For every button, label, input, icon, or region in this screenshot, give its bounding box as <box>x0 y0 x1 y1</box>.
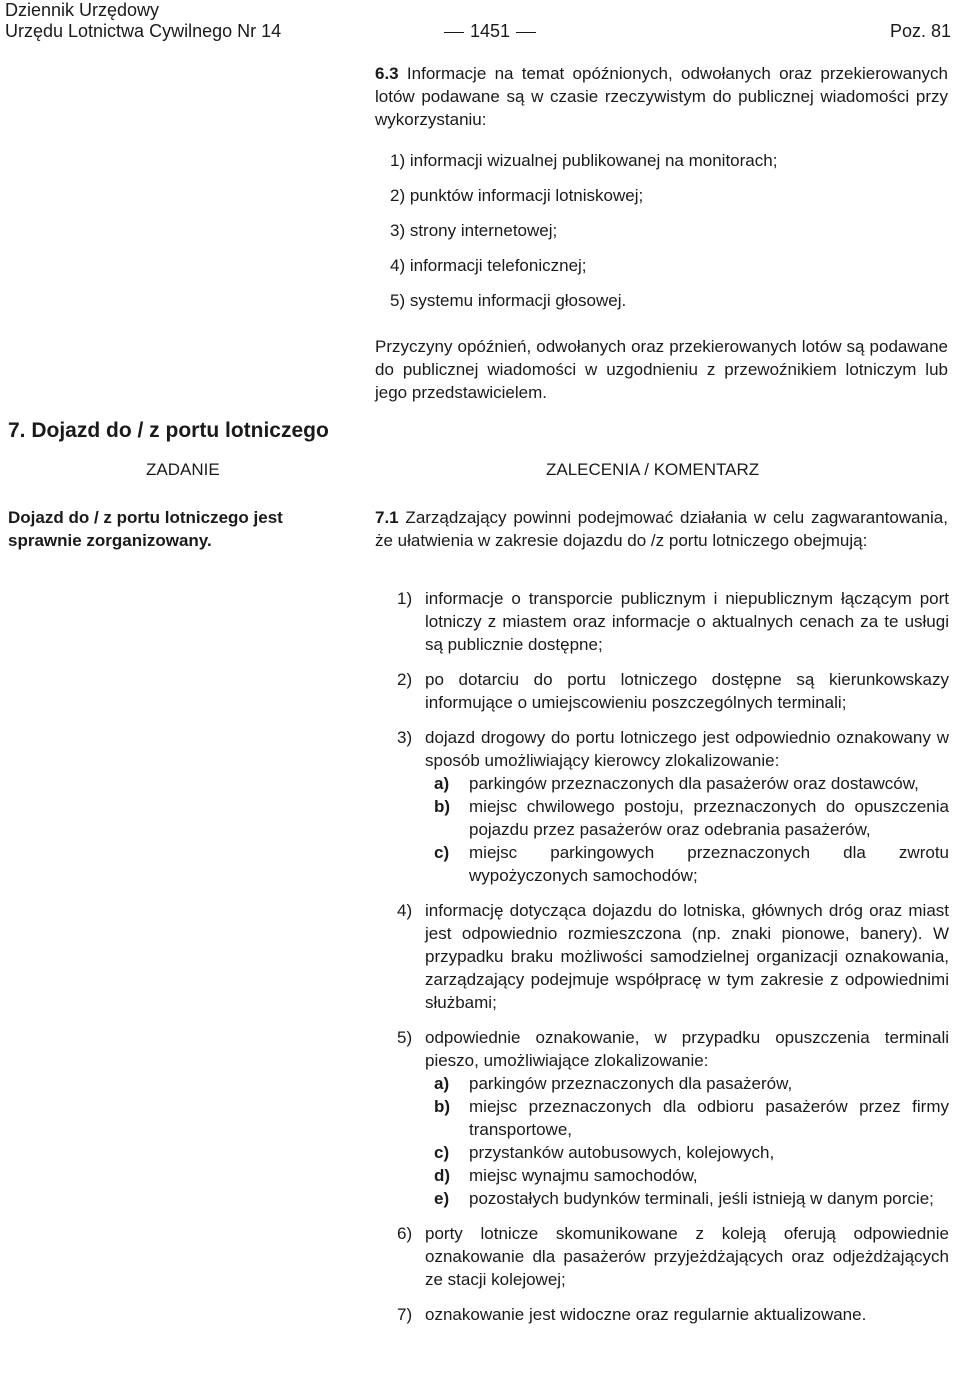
list-item-number: 2) <box>397 670 413 689</box>
list-item-number: 1) <box>397 589 413 608</box>
paragraph-6-3-text: Informacje na temat opóźnionych, odwołanych oraz przekierowanych lotów podawane są w czasie rzeczywistym do publicznej wiadomości przy wykorzystaniu: <box>375 64 948 129</box>
sub-item <box>434 1164 949 1187</box>
list-item: 5) systemu informacji głosowej. <box>390 291 627 310</box>
access-requirements-list <box>397 587 949 1326</box>
journal-title-line1: Dziennik Urzędowy <box>5 0 160 20</box>
sub-item <box>434 1187 949 1210</box>
recommendations-heading: ZALECENIA / KOMENTARZ <box>546 460 760 479</box>
sub-item-text: pozostałych budynków terminali, jeśli istnieją w danym porcie; <box>469 1189 934 1208</box>
position-label: Poz. 81 <box>889 21 951 41</box>
sub-item-letter: a) <box>434 774 450 793</box>
list-item-text: informację dotycząca dojazdu do lotniska, głównych dróg oraz miast jest odpowiednio rozmieszczona (np. znaki pionowe, banery). W przypadku braku możliwości samodzielnej organizacji oznakowania, zarządzający podejmuje współpracę w tym zakresie z odpowiednimi służbami; <box>425 901 949 1012</box>
list-item-text: oznakowanie jest widoczne oraz regularnie aktualizowane. <box>425 1305 867 1324</box>
sub-item <box>434 1072 949 1095</box>
list-item <box>397 587 949 656</box>
sub-item <box>434 1095 949 1141</box>
journal-title <box>5 0 281 42</box>
list-item-text: porty lotnicze skomunikowane z koleją oferują odpowiednie oznakowanie dla pasażerów przyjeżdżających oraz odjeżdżających ze stacji kolejowej; <box>425 1224 949 1289</box>
list-item: 3) strony internetowej; <box>390 221 558 240</box>
sub-item-letter: d) <box>434 1166 451 1185</box>
sub-item-text: przystanków autobusowych, kolejowych, <box>469 1143 775 1162</box>
sub-item <box>434 795 949 841</box>
list-item <box>397 1026 949 1072</box>
list-item-number: 4) <box>397 901 413 920</box>
list-item-number: 3) <box>397 728 413 747</box>
sub-item <box>434 841 949 887</box>
list-item: 1) informacji wizualnej publikowanej na monitorach; <box>390 151 778 170</box>
section-title: 7. Dojazd do / z portu lotniczego <box>8 419 329 442</box>
sub-item-letter: b) <box>434 1097 451 1116</box>
list-item <box>397 668 949 714</box>
page-header <box>5 0 955 46</box>
paragraph-7-1-text: Zarządzający powinni podejmować działania w celu zagwarantowania, że ułatwienia w zakresie dojazdu do /z portu lotniczego obejmują: <box>375 508 948 550</box>
sub-item-text: miejsc przeznaczonych dla odbioru pasażerów przez firmy transportowe, <box>469 1097 949 1139</box>
sub-item-letter: c) <box>434 843 450 862</box>
list-item-number: 5) <box>397 1028 413 1047</box>
sub-item-text: parkingów przeznaczonych dla pasażerów, <box>469 1074 793 1093</box>
list-item-text: informacje o transporcie publicznym i niepublicznym łączącym port lotniczy z miastem oraz informacje o aktualnych cenach za te usługi są publicznie dostępne; <box>425 589 949 654</box>
info-channels-list <box>390 149 950 324</box>
sub-item-letter: b) <box>434 797 451 816</box>
paragraph-7-1-number: 7.1 <box>375 508 399 527</box>
task-heading: ZADANIE <box>146 460 220 479</box>
list-item-text: po dotarciu do portu lotniczego dostępne są kierunkowskazy informujące o umiejscowieniu poszczególnych terminali; <box>425 670 949 712</box>
list-item <box>397 899 949 1014</box>
page-number <box>438 21 542 42</box>
list-item: 2) punktów informacji lotniskowej; <box>390 186 644 205</box>
sub-item <box>434 772 949 795</box>
page-number-value: 1451 <box>470 21 511 41</box>
paragraph-6-3 <box>375 62 948 131</box>
journal-title-line2: Urzędu Lotnictwa Cywilnego Nr 14 <box>5 21 282 41</box>
list-item-text: dojazd drogowy do portu lotniczego jest odpowiednio oznakowany w sposób umożliwiający kierowcy zlokalizowanie: <box>425 728 949 770</box>
list-item-number: 6) <box>397 1224 413 1243</box>
sub-item-text: miejsc parkingowych przeznaczonych dla zwrotu wypożyczonych samochodów; <box>469 843 949 885</box>
list-item: 4) informacji telefonicznej; <box>390 256 587 275</box>
list-item <box>397 726 949 772</box>
sub-item-letter: c) <box>434 1143 450 1162</box>
paragraph-6-3-number: 6.3 <box>375 64 399 83</box>
sub-item-text: parkingów przeznaczonych dla pasażerów oraz dostawców, <box>469 774 919 793</box>
sub-item-text: miejsc wynajmu samochodów, <box>469 1166 698 1185</box>
list-item <box>397 1303 949 1326</box>
sub-item <box>434 1141 949 1164</box>
sub-item-text: miejsc chwilowego postoju, przeznaczonych do opuszczenia pojazdu przez pasażerów oraz odebrania pasażerów, <box>469 797 949 839</box>
task-text: Dojazd do / z portu lotniczego jest sprawnie zorganizowany. <box>8 508 283 550</box>
delay-reasons-paragraph: Przyczyny opóźnień, odwołanych oraz przekierowanych lotów są podawane do publicznej wiadomości w uzgodnieniu z przewoźnikiem lotniczym lub jego przedstawicielem. <box>375 337 948 402</box>
sub-item-letter: a) <box>434 1074 450 1093</box>
paragraph-7-1 <box>375 506 948 552</box>
list-item <box>397 1222 949 1291</box>
page-number-dash-right <box>516 32 536 33</box>
list-item-number: 7) <box>397 1305 413 1324</box>
page-number-dash-left <box>444 32 464 33</box>
sub-item-letter: e) <box>434 1189 450 1208</box>
list-item-text: odpowiednie oznakowanie, w przypadku opuszczenia terminali pieszo, umożliwiające zlokalizowanie: <box>425 1028 949 1070</box>
